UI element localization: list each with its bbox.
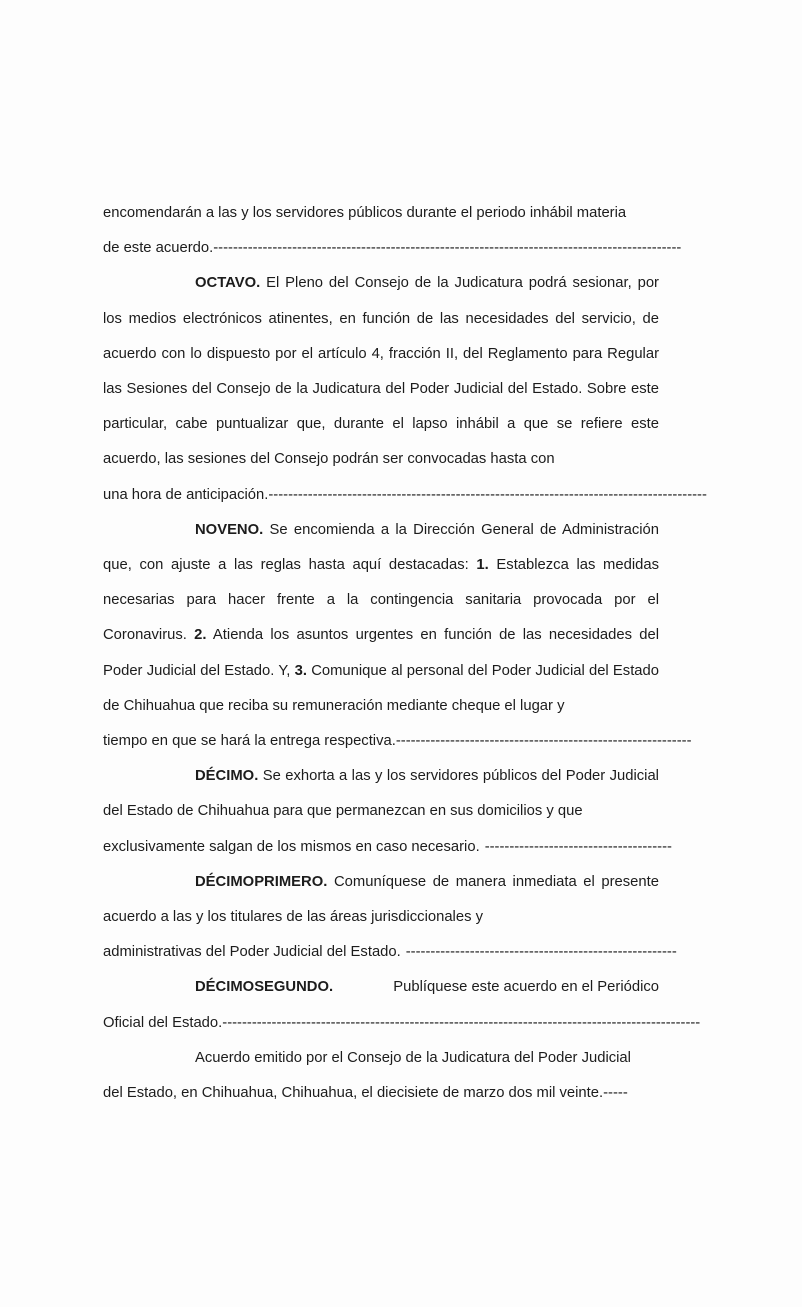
paragraph-decimosegundo bbox=[103, 970, 659, 1005]
paragraph-text: Establezca las medidas necesarias para hacer frente a la contingencia sanitaria provocada por el Coronavirus. bbox=[103, 557, 659, 644]
paragraph-decimo bbox=[103, 759, 659, 829]
section-heading: DÉCIMOSEGUNDO. bbox=[195, 979, 334, 996]
item-number: 1. bbox=[476, 557, 489, 574]
dash-filler: ------------------------------------------------------------ bbox=[395, 733, 692, 750]
dash-filler: ------------------------------------------------------------------------------------------------- bbox=[222, 1014, 701, 1031]
paragraph-text: Comuníquese de manera inmediata el presente acuerdo a las y los titulares de las áreas jurisdiccionales y bbox=[103, 873, 659, 926]
paragraph-line bbox=[103, 1076, 659, 1111]
paragraph-noveno bbox=[103, 513, 659, 724]
paragraph-line bbox=[103, 1006, 701, 1041]
paragraph-octavo bbox=[103, 266, 659, 477]
section-heading: OCTAVO. bbox=[195, 275, 261, 292]
text-run: Oficial del Estado. bbox=[103, 1014, 223, 1031]
dash-filler: -------------------------------------- bbox=[484, 838, 672, 855]
item-number: 3. bbox=[294, 662, 307, 679]
text-run: de este acuerdo. bbox=[103, 240, 214, 257]
paragraph-decimoprimero bbox=[103, 865, 659, 935]
text-run: administrativas del Poder Judicial del Estado. bbox=[103, 944, 401, 961]
paragraph-text: El Pleno del Consejo de la Judicatura podrá sesionar, por los medios electrónicos atinentes, en función de las necesidades del servicio, de acuerdo con lo dispuesto por el artículo 4, fracción II, del Reglamento para Regular las Sesiones del Consejo de la Judicatura del Poder Judicial del Estado. Sobre este particular, cabe puntualizar que, durante el lapso inhábil a que se refiere este acuerdo, las sesiones del Consejo podrán ser convocadas hasta con bbox=[103, 275, 659, 468]
paragraph-line bbox=[103, 196, 659, 231]
paragraph-line bbox=[103, 231, 682, 266]
paragraph-line bbox=[103, 478, 707, 513]
text-run: una hora de anticipación. bbox=[103, 486, 269, 503]
paragraph-text: Acuerdo emitido por el Consejo de la Judicatura del Poder Judicial bbox=[195, 1049, 631, 1066]
paragraph-line bbox=[103, 935, 677, 970]
paragraph-text: Se exhorta a las y los servidores públicos del Poder Judicial del Estado de Chihuahua para que permanezcan en sus domicilios y que bbox=[103, 768, 659, 820]
paragraph-line bbox=[103, 724, 692, 759]
paragraph-closing bbox=[103, 1041, 659, 1076]
section-heading: DÉCIMOPRIMERO. bbox=[195, 873, 328, 890]
text-run: del Estado, en Chihuahua, Chihuahua, el diecisiete de marzo dos mil veinte. bbox=[103, 1085, 604, 1102]
dash-filler: ----- bbox=[603, 1085, 628, 1102]
text-run: encomendarán a las y los servidores públicos durante el periodo inhábil materia bbox=[103, 205, 627, 221]
text-run: tiempo en que se hará la entrega respectiva. bbox=[103, 733, 396, 750]
paragraph-text: Comunique al personal del Poder Judicial del Estado de Chihuahua que reciba su remuneración mediante cheque el lugar y bbox=[103, 662, 659, 714]
paragraph-line bbox=[103, 830, 672, 865]
item-number: 2. bbox=[194, 627, 207, 644]
text-run: exclusivamente salgan de los mismos en caso necesario. bbox=[103, 838, 480, 855]
paragraph-text: Publíquese este acuerdo en el Periódico bbox=[393, 979, 659, 996]
section-heading: DÉCIMO. bbox=[195, 768, 259, 785]
document-body bbox=[103, 196, 707, 1111]
dash-filler: ----------------------------------------------------------------------------------------- bbox=[268, 486, 707, 503]
dash-filler: ----------------------------------------------------------------------------------------------- bbox=[213, 240, 682, 257]
paragraph-text: Se encomienda a la Dirección General de Administración que, con ajuste a las reglas hasta aquí destacadas: bbox=[103, 521, 659, 574]
section-heading: NOVENO. bbox=[195, 521, 264, 538]
dash-filler: ------------------------------------------------------- bbox=[405, 944, 677, 961]
paragraph-text: Atienda los asuntos urgentes en función de las necesidades del Poder Judicial del Estado. Y, bbox=[103, 627, 660, 679]
